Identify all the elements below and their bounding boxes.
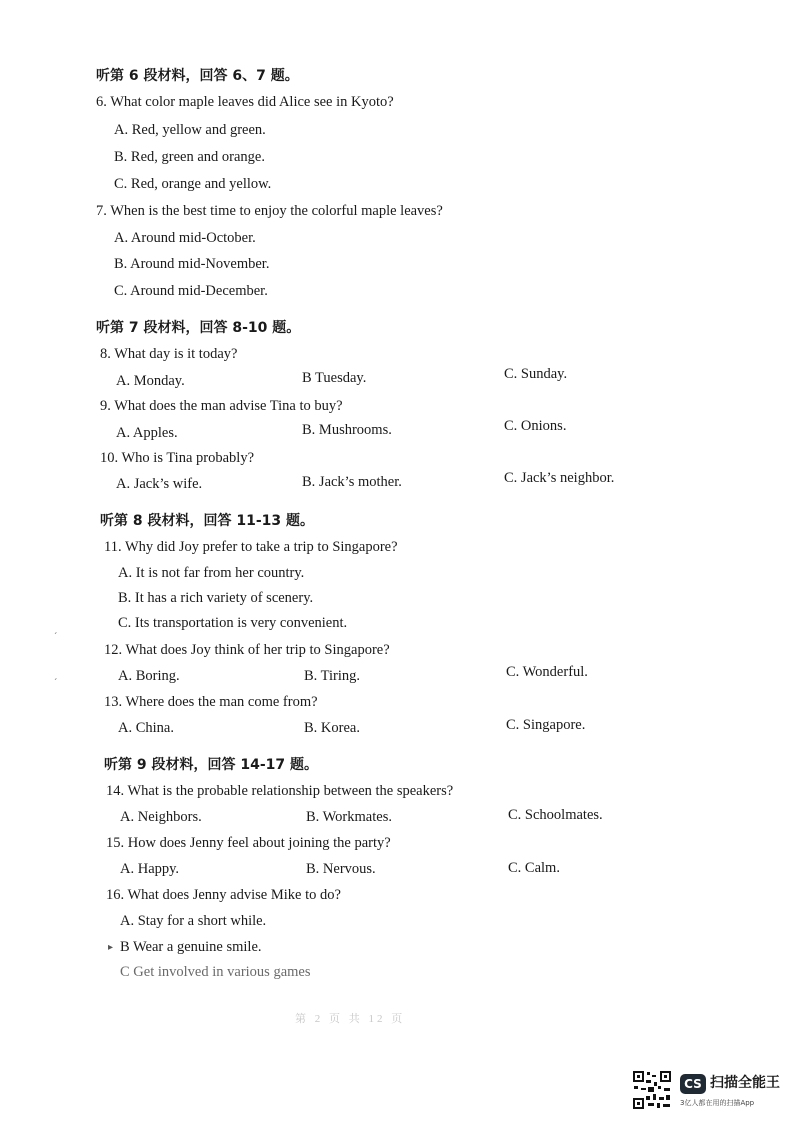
question-text: C. Red, orange and yellow. xyxy=(114,176,272,192)
question-text: B Tuesday. xyxy=(302,370,367,386)
page-footer: 第 2 页 共 12 页 xyxy=(295,1013,406,1025)
question-text: C. Calm. xyxy=(508,860,560,876)
margin-mark: ˊ xyxy=(54,678,58,689)
question-text: C. Jack’s neighbor. xyxy=(504,470,615,486)
question-text: B. It has a rich variety of scenery. xyxy=(118,590,314,606)
question-text: A. Jack’s wife. xyxy=(116,476,203,492)
question-text: 10. Who is Tina probably? xyxy=(100,450,254,466)
question-text: B. Nervous. xyxy=(306,861,376,877)
question-text: C. Onions. xyxy=(504,418,567,434)
question-text: A. China. xyxy=(118,720,174,736)
question-text: A. Neighbors. xyxy=(120,809,202,825)
question-text: 11. Why did Joy prefer to take a trip to Singapore? xyxy=(104,539,398,555)
question-text: A. Around mid-October. xyxy=(114,230,256,246)
question-text: 12. What does Joy think of her trip to Singapore? xyxy=(104,642,390,658)
question-text: 9. What does the man advise Tina to buy? xyxy=(100,398,343,414)
section-heading: 听第 7 段材料，回答 8-10 题。 xyxy=(96,320,301,336)
question-text: C. Wonderful. xyxy=(506,664,588,680)
question-text: A. Apples. xyxy=(116,425,178,441)
camscanner-logo: CS xyxy=(680,1074,706,1094)
question-text: B. Tiring. xyxy=(304,668,361,684)
question-text: 8. What day is it today? xyxy=(100,346,238,362)
section-heading: 听第 9 段材料，回答 14-17 题。 xyxy=(104,757,319,773)
question-text: C Get involved in various games xyxy=(120,964,311,980)
question-text: 6. What color maple leaves did Alice see in Kyoto? xyxy=(96,94,394,110)
arrow-marker-icon: ▸ xyxy=(108,942,114,953)
camscanner-subtitle: 3亿人都在用的扫描App xyxy=(680,1099,755,1107)
question-text: 7. When is the best time to enjoy the colorful maple leaves? xyxy=(96,203,443,219)
section-heading: 听第 8 段材料，回答 11-13 题。 xyxy=(100,513,315,529)
question-text: A. Stay for a short while. xyxy=(120,913,267,929)
question-text: B. Korea. xyxy=(304,720,360,736)
question-text: A. Monday. xyxy=(116,373,185,389)
question-text: C. Singapore. xyxy=(506,717,586,733)
margin-mark: ˊ xyxy=(54,632,58,643)
question-text: B. Jack’s mother. xyxy=(302,474,402,490)
question-text: C. Schoolmates. xyxy=(508,807,603,823)
question-text: B. Workmates. xyxy=(306,809,392,825)
question-text: A. Red, yellow and green. xyxy=(114,122,266,138)
camscanner-title: 扫描全能王 xyxy=(710,1075,780,1091)
question-text: C. Its transportation is very convenient. xyxy=(118,615,348,631)
question-text: C. Sunday. xyxy=(504,366,568,382)
camscanner-watermark xyxy=(632,1068,782,1114)
question-text: A. It is not far from her country. xyxy=(118,565,305,581)
question-text: B. Red, green and orange. xyxy=(114,149,265,165)
question-text: B. Mushrooms. xyxy=(302,422,392,438)
question-text: B Wear a genuine smile. xyxy=(120,939,262,955)
question-text: C. Around mid-December. xyxy=(114,283,268,299)
section-heading: 听第 6 段材料，回答 6、7 题。 xyxy=(96,68,299,84)
question-text: 14. What is the probable relationship between the speakers? xyxy=(106,783,454,799)
question-text: A. Happy. xyxy=(120,861,180,877)
question-text: 15. How does Jenny feel about joining the party? xyxy=(106,835,391,851)
qr-code-icon xyxy=(632,1070,672,1110)
question-text: A. Boring. xyxy=(118,668,180,684)
question-text: B. Around mid-November. xyxy=(114,256,270,272)
question-text: 13. Where does the man come from? xyxy=(104,694,318,710)
question-text: 16. What does Jenny advise Mike to do? xyxy=(106,887,341,903)
